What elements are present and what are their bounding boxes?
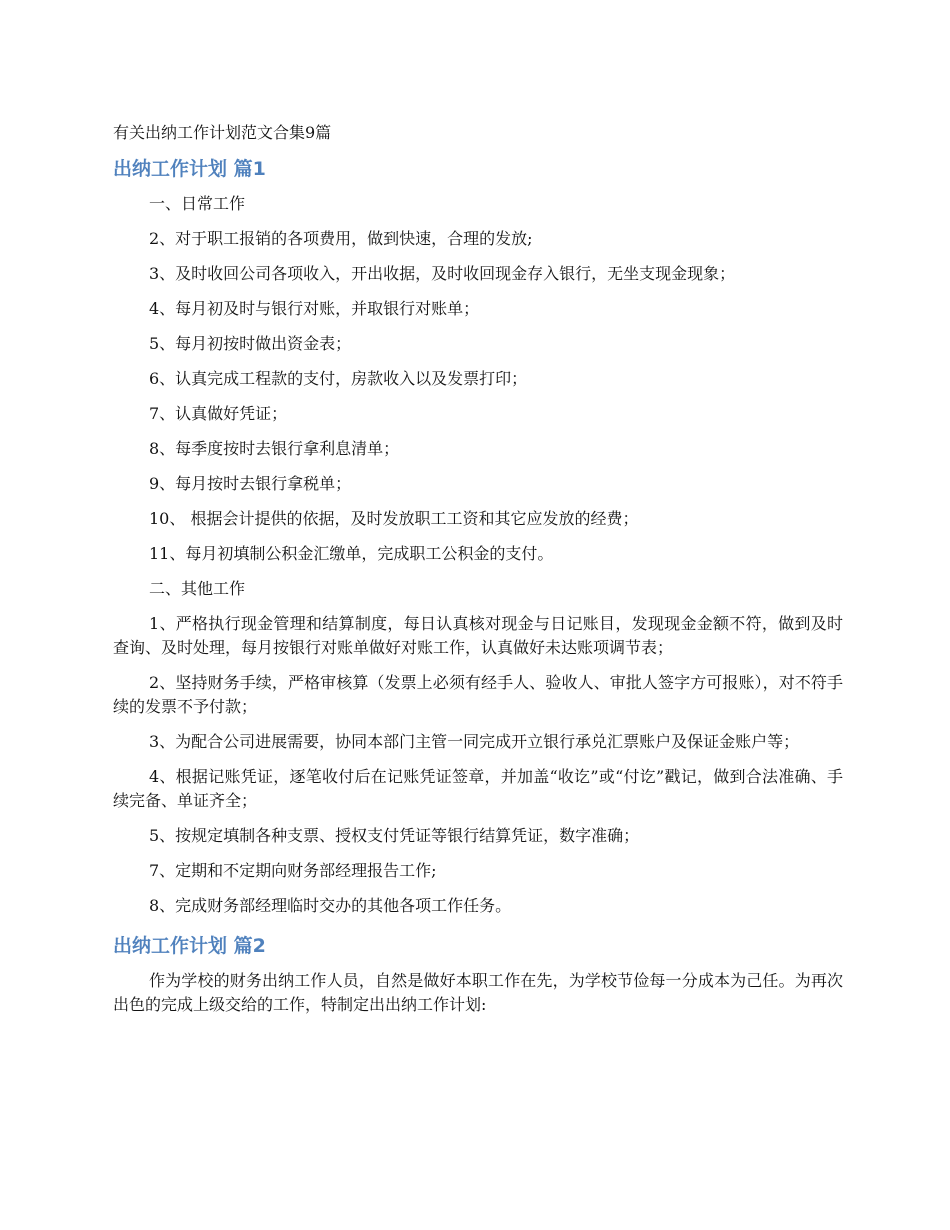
paragraph: 7、定期和不定期向财务部经理报告工作; [149, 861, 437, 880]
paragraph: 一、日常工作 [149, 194, 246, 213]
paragraph: 7、认真做好凭证； [149, 404, 288, 423]
section-heading: 出纳工作计划 篇2 [113, 935, 266, 957]
paragraph: 3、及时收回公司各项收入，开出收据，及时收回现金存入银行，无坐支现金现象； [149, 264, 736, 283]
paragraph: 11、每月初填制公积金汇缴单，完成职工公积金的支付。 [149, 544, 554, 563]
paragraph: 2、坚持财务手续，严格审核算（发票上必须有经手人、验收人、审批人签字方可报账），对不符手续的发票不予付款； [113, 673, 843, 716]
paragraph: 二、其他工作 [149, 579, 246, 598]
paragraph: 4、根据记账凭证，逐笔收付后在记账凭证签章，并加盖“收讫”或“付讫”戳记，做到合法准确、手续完备、单证齐全； [113, 767, 843, 810]
paragraph: 5、每月初按时做出资金表； [149, 334, 352, 353]
paragraph: 3、为配合公司进展需要，协同本部门主管一同完成开立银行承兑汇票账户及保证金账户等； [149, 732, 800, 751]
paragraph: 作为学校的财务出纳工作人员，自然是做好本职工作在先，为学校节俭每一分成本为己任。为再次出色的完成上级交给的工作，特制定出出纳工作计划: [113, 971, 843, 1014]
document-page [113, 122, 843, 1028]
paragraph: 10、 根据会计提供的依据，及时发放职工工资和其它应发放的经费； [149, 509, 639, 528]
paragraph: 6、认真完成工程款的支付，房款收入以及发票打印； [149, 369, 528, 388]
document-title: 有关出纳工作计划范文合集9篇 [113, 123, 332, 142]
section-heading: 出纳工作计划 篇1 [113, 158, 266, 180]
paragraph: 5、按规定填制各种支票、授权支付凭证等银行结算凭证，数字准确； [149, 826, 640, 845]
paragraph: 8、完成财务部经理临时交办的其他各项工作任务。 [149, 896, 512, 915]
paragraph: 1、严格执行现金管理和结算制度，每日认真核对现金与日记账目，发现现金金额不符，做到及时查询、及时处理，每月按银行对账单做好对账工作，认真做好未达账项调节表； [113, 614, 843, 657]
paragraph: 9、每月按时去银行拿税单； [149, 474, 352, 493]
section-1 [113, 156, 843, 918]
section-2 [113, 933, 843, 1017]
paragraph: 2、对于职工报销的各项费用，做到快速，合理的发放; [149, 229, 533, 248]
paragraph: 4、每月初及时与银行对账，并取银行对账单； [149, 299, 480, 318]
paragraph: 8、每季度按时去银行拿利息清单； [149, 439, 400, 458]
